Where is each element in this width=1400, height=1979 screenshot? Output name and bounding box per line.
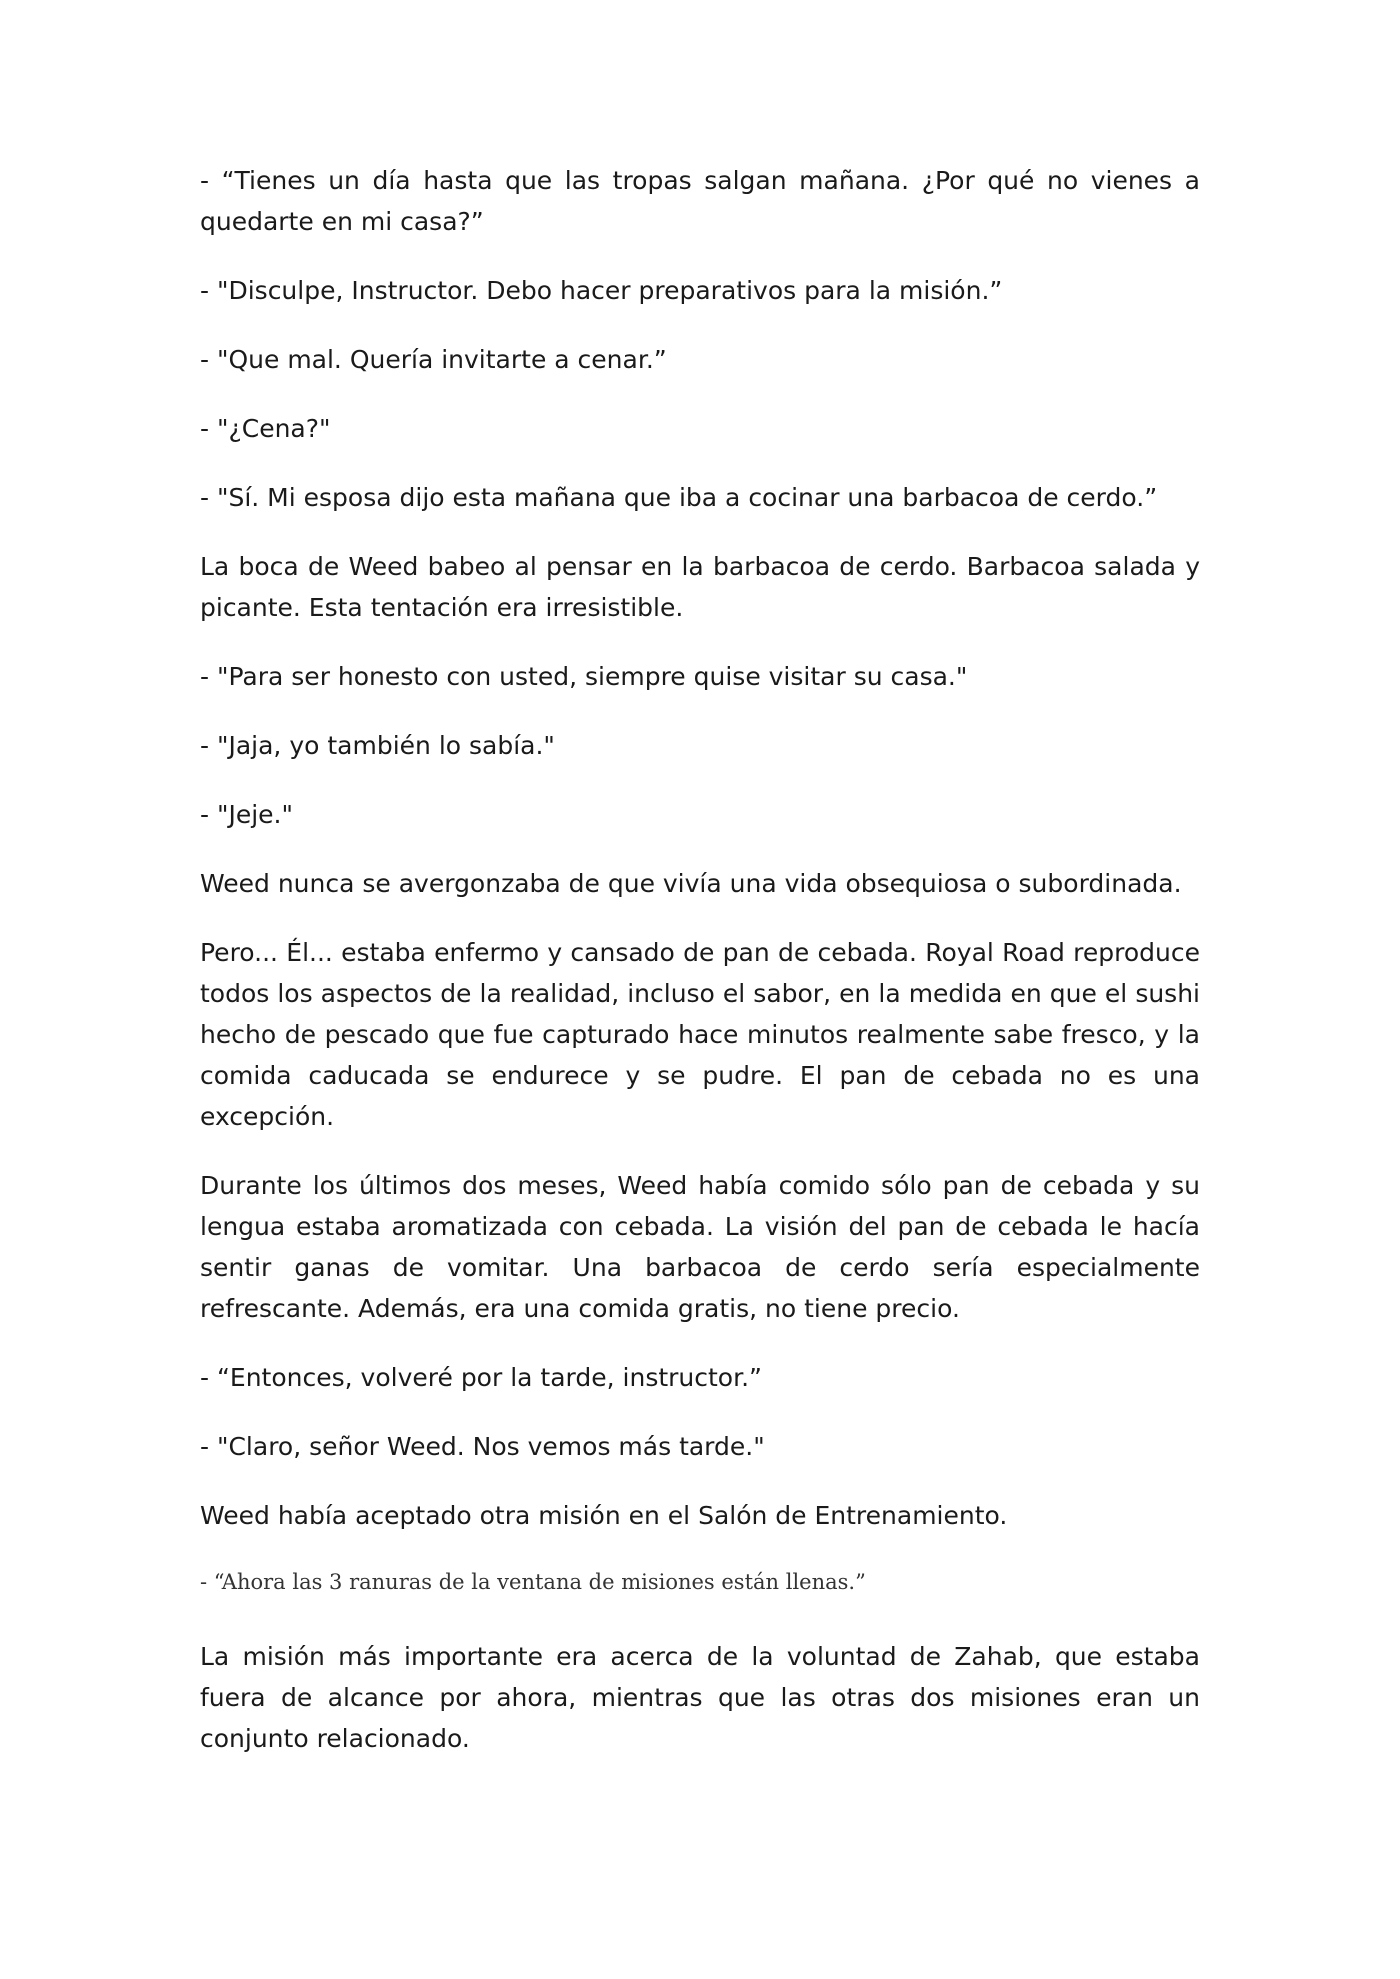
dialogue-paragraph: - "Jeje." [200,800,293,829]
dialogue-paragraph: - “Tienes un día hasta que las tropas salgan mañana. ¿Por qué no vienes a quedarte en mi casa?” [200,166,1200,236]
narrative-paragraph: La misión más importante era acerca de la voluntad de Zahab, que estaba fuera de alcance por ahora, mientras que las otras dos misiones eran un conjunto relacionado. [200,1642,1200,1753]
dialogue-paragraph: - "Que mal. Quería invitarte a cenar.” [200,345,667,374]
dialogue-paragraph: - "Disculpe, Instructor. Debo hacer preparativos para la misión.” [200,276,1003,305]
system-message-paragraph: - “Ahora las 3 ranuras de la ventana de misiones están llenas.” [200,1570,866,1594]
narrative-paragraph: Pero... Él... estaba enfermo y cansado de pan de cebada. Royal Road reproduce todos los aspectos de la realidad, incluso el sabor, en la medida en que el sushi hecho de pescado que fue capturado hace minutos realmente sabe fresco, y la comida caducada se endurece y se pudre. El pan de cebada no es una excepción. [200,938,1200,1131]
dialogue-paragraph: - "Sí. Mi esposa dijo esta mañana que iba a cocinar una barbacoa de cerdo.” [200,483,1158,512]
narrative-paragraph: La boca de Weed babeo al pensar en la barbacoa de cerdo. Barbacoa salada y picante. Esta tentación era irresistible. [200,552,1200,622]
narrative-paragraph: Weed había aceptado otra misión en el Salón de Entrenamiento. [200,1501,1008,1530]
dialogue-paragraph: - “Entonces, volveré por la tarde, instructor.” [200,1363,762,1392]
narrative-paragraph: Weed nunca se avergonzaba de que vivía una vida obsequiosa o subordinada. [200,869,1182,898]
document-body [200,160,1200,1787]
dialogue-paragraph: - "Claro, señor Weed. Nos vemos más tarde." [200,1432,765,1461]
dialogue-paragraph: - "¿Cena?" [200,414,331,443]
dialogue-paragraph: - "Jaja, yo también lo sabía." [200,731,555,760]
dialogue-paragraph: - "Para ser honesto con usted, siempre quise visitar su casa." [200,662,968,691]
narrative-paragraph: Durante los últimos dos meses, Weed había comido sólo pan de cebada y su lengua estaba aromatizada con cebada. La visión del pan de cebada le hacía sentir ganas de vomitar. Una barbacoa de cerdo sería especialmente refrescante. Además, era una comida gratis, no tiene precio. [200,1171,1200,1323]
